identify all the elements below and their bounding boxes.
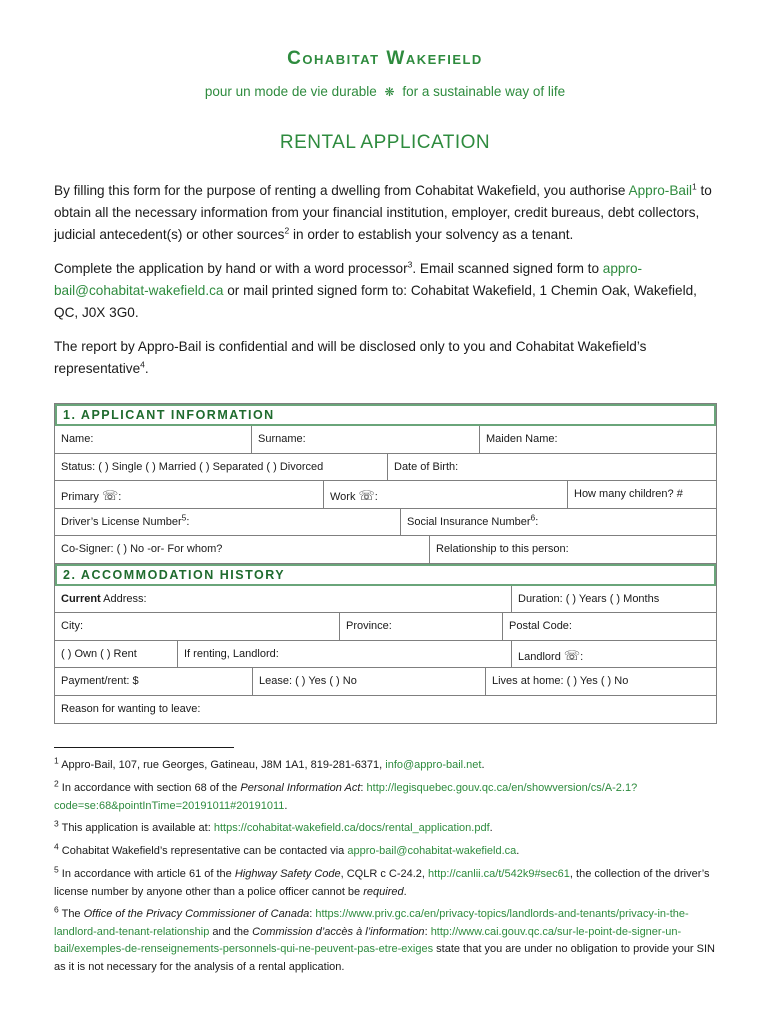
- form-row-phones: [55, 481, 716, 509]
- name-field[interactable]: Name:: [61, 433, 94, 445]
- telephone-icon: ☏: [563, 647, 581, 663]
- form-row-name: [55, 426, 716, 454]
- landlord-phone-field[interactable]: Landlord ☏:: [511, 641, 718, 668]
- lives-at-home-field[interactable]: Lives at home: ( ) Yes ( ) No: [485, 668, 718, 695]
- lease-field[interactable]: Lease: ( ) Yes ( ) No: [252, 668, 485, 695]
- own-rent-field[interactable]: ( ) Own ( ) Rent: [61, 647, 137, 660]
- footnote-divider: [54, 747, 234, 748]
- tagline-en: for a sustainable way of life: [402, 84, 566, 99]
- footnote-2: $^2$ In accordance with section 68 of the Personal Information Act: http://legisquebec.gouv.qc.ca/en/showversion/cs/A-2.1?code=se:68&pointInTime=20191011#20191011.: [54, 778, 638, 812]
- maiden-name-field[interactable]: Maiden Name:: [479, 426, 718, 453]
- date-of-birth-field[interactable]: Date of Birth:: [387, 454, 718, 481]
- tagline-fr: pour un mode de vie durable: [204, 84, 377, 99]
- section-2-heading: 2. ACCOMMODATION HISTORY: [55, 564, 716, 586]
- email-link[interactable]: appro-bail@cohabitat-wakefield.ca: [54, 261, 643, 298]
- current-address-field[interactable]: Current Address:: [61, 592, 147, 605]
- telephone-icon: ☏: [358, 488, 375, 503]
- drivers-license-field[interactable]: Driver’s License Number$^5$:: [61, 511, 190, 528]
- document-title: RENTAL APPLICATION: [279, 132, 491, 153]
- section-1-heading: 1. APPLICANT INFORMATION: [55, 404, 716, 426]
- intro-paragraph-1: By filling this form for the purpose of renting a dwelling from Cohabitat Wakefield, you authorise Appro-Bail$^1$ to obtain all the necessary information from your financial institution, employer, credit bureaus, debt collectors, judicial antecedent(s) or other sources$^2$ in order to establish your solvency as a tenant.: [54, 181, 712, 242]
- footnote-1: $^1$ Appro-Bail, 107, rue Georges, Gatineau, J8M 1A1, 819-281-6371, info@appro-bail.net.: [54, 755, 485, 771]
- org-title: Cohabitat Wakefield: [287, 48, 483, 69]
- children-field[interactable]: How many children? #: [567, 481, 718, 508]
- province-field[interactable]: Province:: [339, 613, 502, 640]
- representative-email-link[interactable]: appro-bail@cohabitat-wakefield.ca: [347, 845, 517, 857]
- form-row-reason: [55, 696, 716, 724]
- form-row-status: [55, 454, 716, 482]
- form-row-ids: [55, 509, 716, 537]
- form-row-cosigner: [55, 536, 716, 564]
- cosigner-field[interactable]: Co-Signer: ( ) No -or- For whom?: [61, 543, 223, 555]
- privacy-commissioner-link[interactable]: https://www.priv.gc.ca/en/privacy-topics/landlords-and-tenants/privacy-in-the-landlord-and-tenant-relationship: [54, 908, 689, 938]
- canlii-link[interactable]: http://canlii.ca/t/542k9#sec61: [428, 868, 570, 880]
- intro-paragraph-3: The report by Appro-Bail is confidential and will be disclosed only to you and Cohabitat Wakefield’s representative$^4$.: [54, 339, 647, 376]
- snowflake-icon: ❋: [384, 85, 395, 99]
- footnote-3: $^3$ This application is available at: https://cohabitat-wakefield.ca/docs/rental_application.pdf.: [54, 818, 493, 834]
- cai-link[interactable]: http://www.cai.gouv.qc.ca/sur-le-point-de-signer-un-bail/exemples-de-renseignements-personnels-qui-ne-peuvent-pas-etre-exiges: [54, 925, 682, 955]
- footnote-6: $^6$ The Office of the Privacy Commissioner of Canada: https://www.priv.gc.ca/en/privacy-topics/landlords-and-tenants/privacy-in-the-landlord-and-tenant-relationship and the Commission d’accès à l’information: http://www.cai.gouv.qc.ca/sur-le-point-de-signer-un-bail/exemples-de-renseignements-personnels-qui-ne-peuvent-pas-etre-exiges state that you are under no obligation to provide your SIN as it is not necessary for the analysis of a rental application.: [54, 904, 715, 973]
- footnote-5: $^5$ In accordance with article 61 of the Highway Safety Code, CQLR c C-24.2, http://canlii.ca/t/542k9#sec61, the collection of the driver’s license number by anyone other than a police officer cannot be required.: [54, 864, 710, 898]
- application-form: [54, 403, 717, 724]
- payment-rent-field[interactable]: Payment/rent: $: [61, 675, 139, 687]
- primary-phone-field[interactable]: Primary ☏:: [61, 488, 122, 503]
- reason-to-leave-field[interactable]: Reason for wanting to leave:: [61, 702, 201, 715]
- landlord-name-field[interactable]: If renting, Landlord:: [177, 641, 511, 668]
- appro-bail-link[interactable]: Appro-Bail: [628, 183, 692, 198]
- postal-code-field[interactable]: Postal Code:: [502, 613, 718, 640]
- appro-bail-email-link[interactable]: info@appro-bail.net: [385, 759, 482, 771]
- form-row-address: [55, 586, 716, 614]
- intro-paragraph-2: Complete the application by hand or with a word processor$^3$. Email scanned signed form to appro-bail@cohabitat-wakefield.ca or mail printed signed form to: Cohabitat Wakefield, 1 Chemin Oak, Wakefield, QC, J0X 3G0.: [54, 259, 697, 320]
- status-field[interactable]: Status: ( ) Single ( ) Married ( ) Separated ( ) Divorced: [61, 460, 324, 473]
- application-pdf-link[interactable]: https://cohabitat-wakefield.ca/docs/rental_application.pdf: [213, 822, 490, 834]
- city-field[interactable]: City:: [61, 620, 83, 632]
- form-row-landlord: [55, 641, 716, 669]
- legisquebec-link[interactable]: http://legisquebec.gouv.qc.ca/en/showversion/cs/A-2.1?code=se:68&pointInTime=20191011#20191011: [54, 782, 638, 812]
- work-phone-field[interactable]: Work ☏:: [323, 481, 567, 508]
- duration-field[interactable]: Duration: ( ) Years ( ) Months: [511, 586, 718, 613]
- surname-field[interactable]: Surname:: [251, 426, 479, 453]
- relationship-field[interactable]: Relationship to this person:: [429, 536, 718, 563]
- form-row-payment: [55, 668, 716, 696]
- telephone-icon: ☏: [101, 488, 119, 503]
- form-row-city: [55, 613, 716, 641]
- sin-field[interactable]: Social Insurance Number$^6$:: [400, 509, 718, 536]
- footnote-4: $^4$ Cohabitat Wakefield’s representative can be contacted via appro-bail@cohabitat-wakefield.ca.: [54, 841, 520, 857]
- tagline: [0, 84, 770, 99]
